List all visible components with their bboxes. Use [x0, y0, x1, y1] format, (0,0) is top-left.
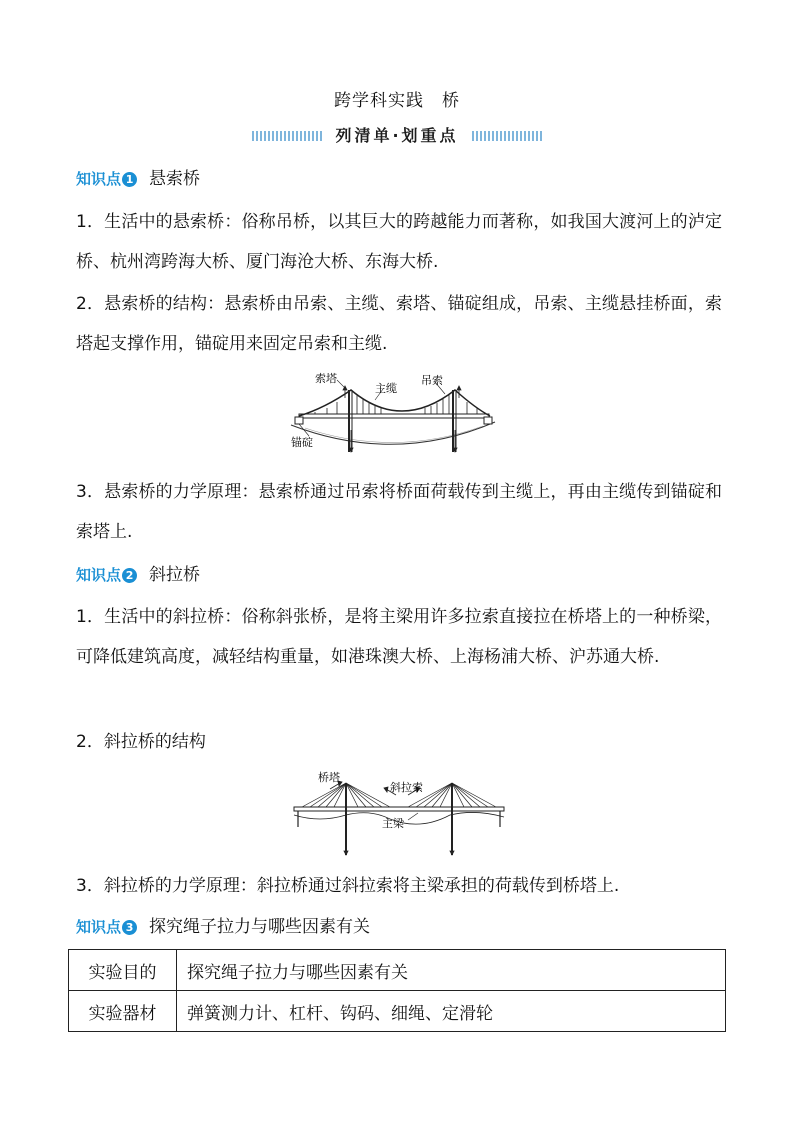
table-row: [69, 991, 726, 1032]
kp1-paragraph-1: 1．生活中的悬索桥：俗称吊桥，以其巨大的跨越能力而著称，如我国大渡河上的泸定桥、杭州湾跨海大桥、厦门海沧大桥、东海大桥.: [76, 212, 722, 272]
section-banner: [252, 124, 542, 148]
kp-title: 探究绳子拉力与哪些因素有关: [149, 917, 371, 937]
kp-title: 斜拉桥: [149, 565, 201, 585]
kp-tag: 知识点: [76, 918, 122, 936]
kp-tag: 知识点: [76, 566, 122, 584]
table-value: 弹簧测力计、杠杆、钩码、细绳、定滑轮: [177, 991, 726, 1032]
kp-number-badge: 1: [122, 172, 137, 187]
kp-number-badge: 2: [122, 568, 137, 583]
label-hanger: 吊索: [421, 374, 443, 387]
banner-label: 列清单·划重点: [322, 124, 472, 148]
kp-title: 悬索桥: [149, 169, 201, 189]
kp2-paragraph-2: 2．斜拉桥的结构: [76, 732, 206, 752]
kp-tag: 知识点: [76, 170, 122, 188]
label-bridge-tower: 桥塔: [318, 771, 340, 784]
kp1-paragraph-2: 2．悬索桥的结构：悬索桥由吊索、主缆、索塔、锚碇组成，吊索、主缆悬挂桥面，索塔起支撑作用，锚碇用来固定吊索和主缆.: [76, 294, 722, 354]
label-stay-cable: 斜拉索: [390, 781, 423, 794]
cable-stayed-bridge-figure: [290, 765, 508, 860]
label-anchor: 锚碇: [291, 436, 313, 449]
kp2-paragraph-1: 1．生活中的斜拉桥：俗称斜张桥，是将主梁用许多拉索直接拉在桥塔上的一种桥梁，可降低建筑高度，减轻结构重量，如港珠澳大桥、上海杨浦大桥、沪苏通大桥.: [76, 607, 722, 667]
experiment-table: [68, 949, 726, 1032]
kp-number-badge: 3: [122, 920, 137, 935]
table-key: 实验目的: [69, 950, 177, 991]
knowledge-point-3-heading: [76, 916, 370, 938]
label-tower: 索塔: [315, 372, 337, 385]
anchor-right: [484, 417, 492, 424]
anchor-left: [295, 417, 303, 424]
kp1-paragraph-3: 3．悬索桥的力学原理：悬索桥通过吊索将桥面荷载传到主缆上，再由主缆传到锚碇和索塔上.: [76, 482, 722, 542]
page-title: 跨学科实践 桥: [334, 91, 460, 111]
suspension-bridge-figure: [285, 370, 500, 458]
table-key: 实验器材: [69, 991, 177, 1032]
knowledge-point-1-heading: [76, 168, 200, 190]
table-row: [69, 950, 726, 991]
table-value: 探究绳子拉力与哪些因素有关: [177, 950, 726, 991]
knowledge-point-2-heading: [76, 564, 200, 586]
label-main-girder: 主梁: [382, 817, 404, 830]
kp2-paragraph-3: 3．斜拉桥的力学原理：斜拉桥通过斜拉索将主梁承担的荷载传到桥塔上.: [76, 876, 620, 896]
label-main-cable: 主缆: [375, 382, 397, 395]
